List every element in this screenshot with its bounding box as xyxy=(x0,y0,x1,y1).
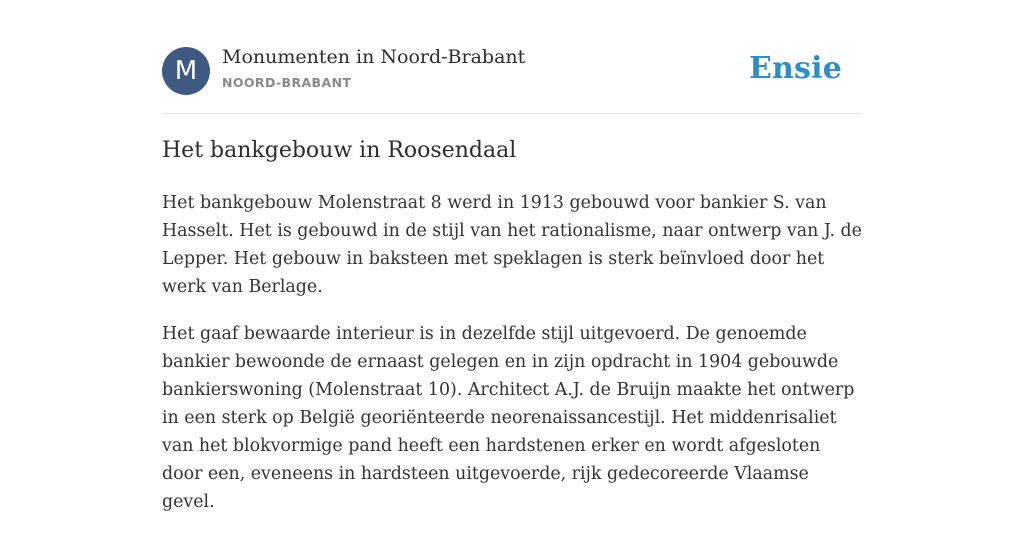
article-title: Het bankgebouw in Roosendaal xyxy=(162,138,517,163)
source-subtitle[interactable]: NOORD-BRABANT xyxy=(222,75,352,90)
article-paragraph: Het bankgebouw Molenstraat 8 werd in 1913 gebouwd voor bankier S. van Hasselt. Het is gebouwd in de stijl van het rationalisme, naar ontwerp van J. de Lepper. Het gebouw in baksteen met speklagen is sterk beïnvloed door het werk van Berlage. xyxy=(162,193,862,297)
source-header xyxy=(162,0,862,114)
article-paragraph: Het gaaf bewaarde interieur is in dezelfde stijl uitgevoerd. De genoemde bankier bewoonde de ernaast gelegen en in zijn opdracht in 1904 gebouwde bankierswoning (Molenstraat 10). Architect A.J. de Bruijn maakte het ontwerp in een sterk op België georiënteerde neorenaissancestijl. Het middenrisaliet van het blokvormige pand heeft een hardstenen erker en wordt afgesloten door een, eveneens in hardsteen uitgevoerde, rijk gedecoreerde Vlaamse gevel. xyxy=(162,324,855,512)
brand-logo[interactable]: Ensie xyxy=(748,51,842,86)
article-body xyxy=(162,189,862,535)
source-avatar[interactable]: M xyxy=(162,47,210,95)
source-title[interactable]: Monumenten in Noord-Brabant xyxy=(222,46,526,68)
article-card xyxy=(162,0,862,512)
